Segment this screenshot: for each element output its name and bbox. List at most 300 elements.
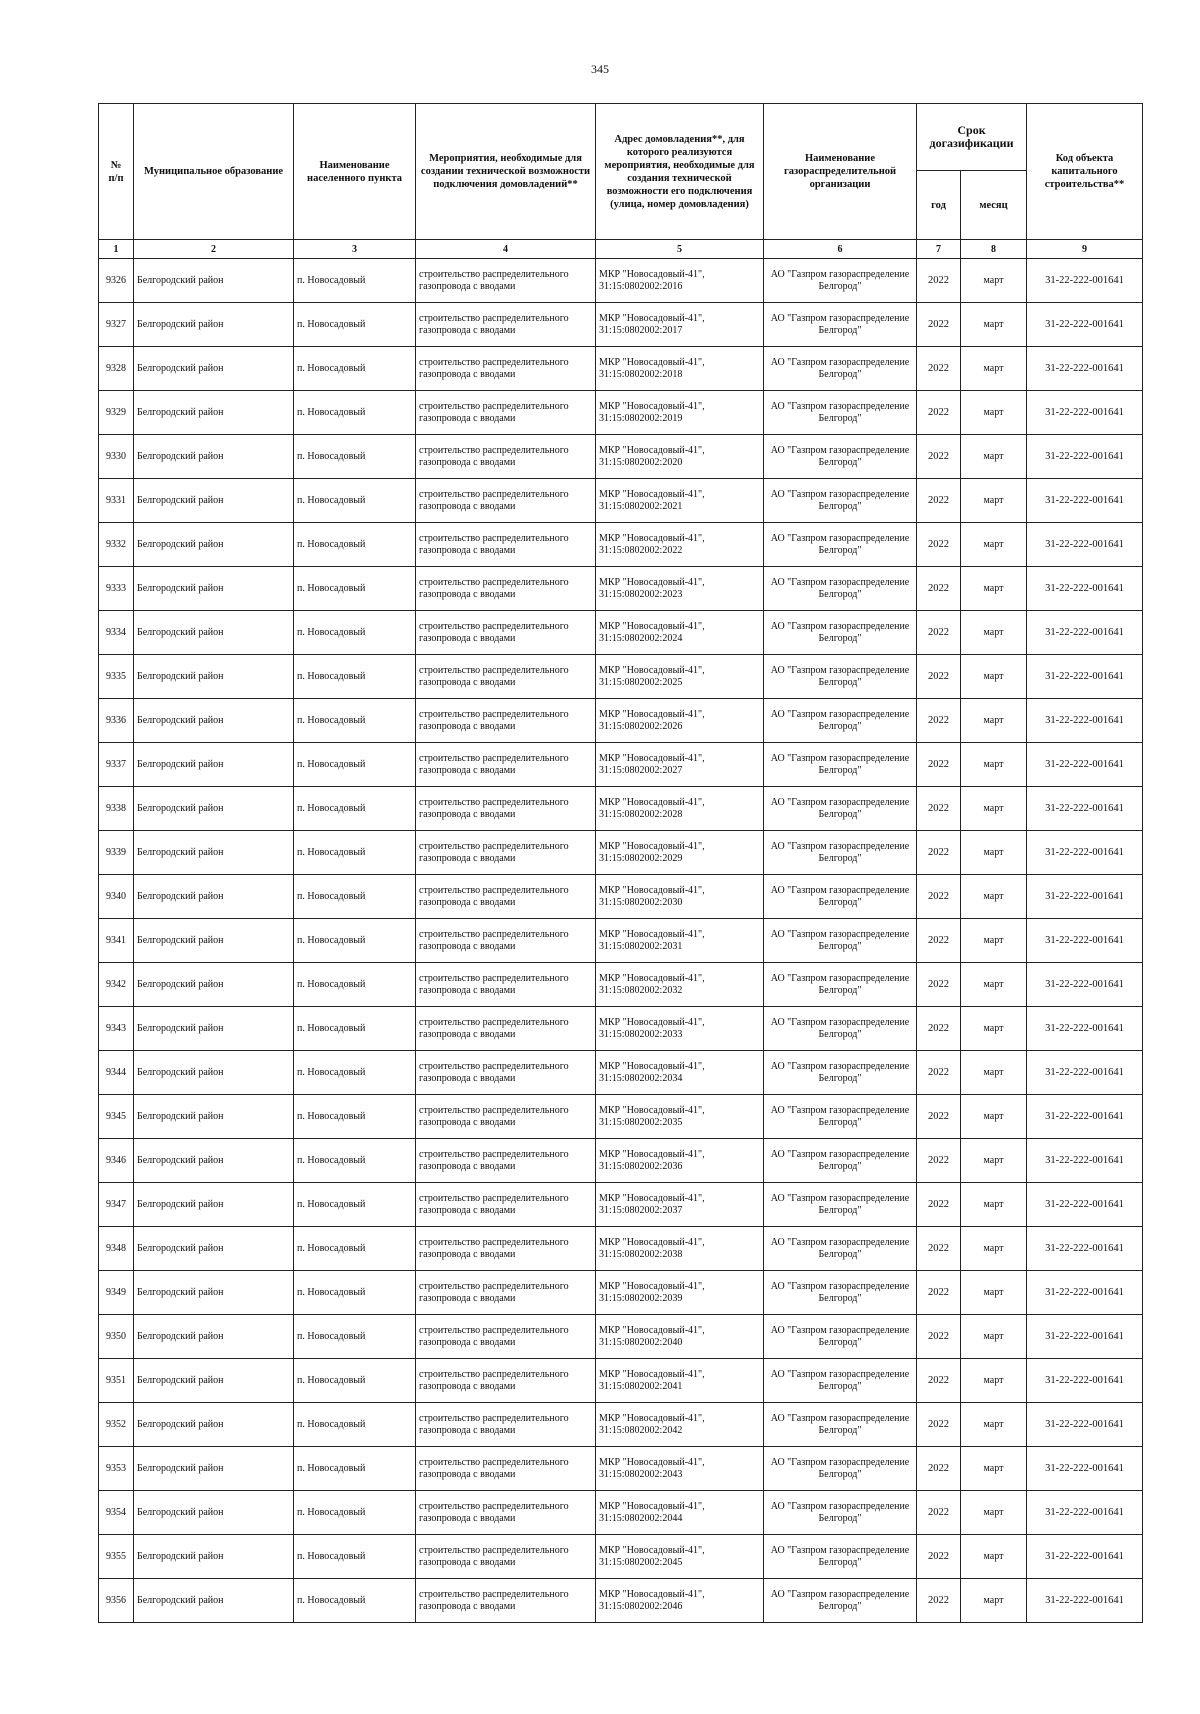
row-number: 9334 [99,611,134,655]
settlement-cell: п. Новосадовый [294,479,416,523]
year-cell: 2022 [917,1315,961,1359]
settlement-cell: п. Новосадовый [294,1139,416,1183]
code-cell: 31-22-222-001641 [1027,435,1143,479]
table-row [99,435,1143,479]
table-row [99,1491,1143,1535]
municipality-cell: Белгородский район [134,1095,294,1139]
activity-cell: строительство распределительного газопровода с вводами [416,919,596,963]
code-cell: 31-22-222-001641 [1027,1227,1143,1271]
org-cell: АО "Газпром газораспределение Белгород" [764,1271,917,1315]
year-cell: 2022 [917,347,961,391]
table-row [99,259,1143,303]
activity-cell: строительство распределительного газопровода с вводами [416,1535,596,1579]
year-cell: 2022 [917,699,961,743]
activity-cell: строительство распределительного газопровода с вводами [416,347,596,391]
address-cell: МКР "Новосадовый-41", 31:15:0802002:2038 [596,1227,764,1271]
table-row [99,479,1143,523]
address-cell: МКР "Новосадовый-41", 31:15:0802002:2025 [596,655,764,699]
table-row [99,787,1143,831]
activity-cell: строительство распределительного газопровода с вводами [416,1403,596,1447]
year-cell: 2022 [917,875,961,919]
municipality-cell: Белгородский район [134,391,294,435]
row-number: 9329 [99,391,134,435]
municipality-cell: Белгородский район [134,831,294,875]
org-cell: АО "Газпром газораспределение Белгород" [764,655,917,699]
municipality-cell: Белгородский район [134,919,294,963]
month-cell: март [961,1403,1027,1447]
month-cell: март [961,655,1027,699]
activity-cell: строительство распределительного газопровода с вводами [416,831,596,875]
table-row [99,1051,1143,1095]
row-number: 9351 [99,1359,134,1403]
activity-cell: строительство распределительного газопровода с вводами [416,1227,596,1271]
month-cell: март [961,567,1027,611]
header-year: год [917,171,961,240]
settlement-cell: п. Новосадовый [294,391,416,435]
table-row [99,1271,1143,1315]
column-number: 9 [1027,240,1143,259]
org-cell: АО "Газпром газораспределение Белгород" [764,1183,917,1227]
settlement-cell: п. Новосадовый [294,1535,416,1579]
settlement-cell: п. Новосадовый [294,787,416,831]
org-cell: АО "Газпром газораспределение Белгород" [764,523,917,567]
org-cell: АО "Газпром газораспределение Белгород" [764,1051,917,1095]
month-cell: март [961,1315,1027,1359]
month-cell: март [961,391,1027,435]
org-cell: АО "Газпром газораспределение Белгород" [764,963,917,1007]
year-cell: 2022 [917,787,961,831]
year-cell: 2022 [917,1579,961,1623]
page-number: 345 [591,62,609,76]
month-cell: март [961,1271,1027,1315]
municipality-cell: Белгородский район [134,1271,294,1315]
activity-cell: строительство распределительного газопровода с вводами [416,523,596,567]
year-cell: 2022 [917,963,961,1007]
municipality-cell: Белгородский район [134,787,294,831]
code-cell: 31-22-222-001641 [1027,1535,1143,1579]
month-cell: март [961,919,1027,963]
table-row [99,1579,1143,1623]
row-number: 9352 [99,1403,134,1447]
settlement-cell: п. Новосадовый [294,831,416,875]
org-cell: АО "Газпром газораспределение Белгород" [764,391,917,435]
settlement-cell: п. Новосадовый [294,655,416,699]
org-cell: АО "Газпром газораспределение Белгород" [764,1447,917,1491]
municipality-cell: Белгородский район [134,743,294,787]
settlement-cell: п. Новосадовый [294,303,416,347]
org-cell: АО "Газпром газораспределение Белгород" [764,1007,917,1051]
address-cell: МКР "Новосадовый-41", 31:15:0802002:2021 [596,479,764,523]
settlement-cell: п. Новосадовый [294,259,416,303]
settlement-cell: п. Новосадовый [294,699,416,743]
org-cell: АО "Газпром газораспределение Белгород" [764,1535,917,1579]
code-cell: 31-22-222-001641 [1027,1359,1143,1403]
address-cell: МКР "Новосадовый-41", 31:15:0802002:2030 [596,875,764,919]
year-cell: 2022 [917,1403,961,1447]
year-cell: 2022 [917,655,961,699]
table-row [99,1183,1143,1227]
address-cell: МКР "Новосадовый-41", 31:15:0802002:2039 [596,1271,764,1315]
month-cell: март [961,1007,1027,1051]
municipality-cell: Белгородский район [134,875,294,919]
table-row [99,1315,1143,1359]
municipality-cell: Белгородский район [134,259,294,303]
address-cell: МКР "Новосадовый-41", 31:15:0802002:2035 [596,1095,764,1139]
header-month: месяц [961,171,1027,240]
month-cell: март [961,479,1027,523]
activity-cell: строительство распределительного газопровода с вводами [416,259,596,303]
table-header [99,104,1143,259]
org-cell: АО "Газпром газораспределение Белгород" [764,875,917,919]
activity-cell: строительство распределительного газопровода с вводами [416,303,596,347]
year-cell: 2022 [917,1051,961,1095]
municipality-cell: Белгородский район [134,567,294,611]
settlement-cell: п. Новосадовый [294,1095,416,1139]
org-cell: АО "Газпром газораспределение Белгород" [764,1491,917,1535]
table-row [99,1139,1143,1183]
org-cell: АО "Газпром газораспределение Белгород" [764,347,917,391]
address-cell: МКР "Новосадовый-41", 31:15:0802002:2029 [596,831,764,875]
month-cell: март [961,875,1027,919]
row-number: 9341 [99,919,134,963]
column-number: 7 [917,240,961,259]
settlement-cell: п. Новосадовый [294,963,416,1007]
municipality-cell: Белгородский район [134,1007,294,1051]
code-cell: 31-22-222-001641 [1027,259,1143,303]
municipality-cell: Белгородский район [134,655,294,699]
settlement-cell: п. Новосадовый [294,1403,416,1447]
address-cell: МКР "Новосадовый-41", 31:15:0802002:2036 [596,1139,764,1183]
org-cell: АО "Газпром газораспределение Белгород" [764,1095,917,1139]
table-row [99,523,1143,567]
activity-cell: строительство распределительного газопровода с вводами [416,1359,596,1403]
code-cell: 31-22-222-001641 [1027,1491,1143,1535]
table-row [99,919,1143,963]
month-cell: март [961,1447,1027,1491]
activity-cell: строительство распределительного газопровода с вводами [416,655,596,699]
month-cell: март [961,1535,1027,1579]
column-number: 4 [416,240,596,259]
row-number: 9339 [99,831,134,875]
settlement-cell: п. Новосадовый [294,347,416,391]
column-number: 1 [99,240,134,259]
year-cell: 2022 [917,1491,961,1535]
settlement-cell: п. Новосадовый [294,1491,416,1535]
month-cell: март [961,1359,1027,1403]
address-cell: МКР "Новосадовый-41", 31:15:0802002:2044 [596,1491,764,1535]
column-number: 6 [764,240,917,259]
municipality-cell: Белгородский район [134,1183,294,1227]
year-cell: 2022 [917,1227,961,1271]
municipality-cell: Белгородский район [134,963,294,1007]
column-number: 5 [596,240,764,259]
header-settlement: Наименование населенного пункта [294,104,416,240]
year-cell: 2022 [917,1183,961,1227]
year-cell: 2022 [917,1095,961,1139]
year-cell: 2022 [917,259,961,303]
year-cell: 2022 [917,1359,961,1403]
address-cell: МКР "Новосадовый-41", 31:15:0802002:2022 [596,523,764,567]
header-org: Наименование газораспределительной организации [764,104,917,240]
year-cell: 2022 [917,1535,961,1579]
municipality-cell: Белгородский район [134,1051,294,1095]
row-number: 9331 [99,479,134,523]
code-cell: 31-22-222-001641 [1027,611,1143,655]
code-cell: 31-22-222-001641 [1027,347,1143,391]
org-cell: АО "Газпром газораспределение Белгород" [764,1403,917,1447]
settlement-cell: п. Новосадовый [294,435,416,479]
settlement-cell: п. Новосадовый [294,1227,416,1271]
year-cell: 2022 [917,479,961,523]
table-row [99,1095,1143,1139]
row-number: 9354 [99,1491,134,1535]
address-cell: МКР "Новосадовый-41", 31:15:0802002:2018 [596,347,764,391]
settlement-cell: п. Новосадовый [294,1183,416,1227]
column-number: 8 [961,240,1027,259]
header-deadline: Срок догазификации [917,104,1027,171]
row-number: 9328 [99,347,134,391]
activity-cell: строительство распределительного газопровода с вводами [416,479,596,523]
code-cell: 31-22-222-001641 [1027,303,1143,347]
year-cell: 2022 [917,435,961,479]
activity-cell: строительство распределительного газопровода с вводами [416,1491,596,1535]
municipality-cell: Белгородский район [134,1579,294,1623]
address-cell: МКР "Новосадовый-41", 31:15:0802002:2024 [596,611,764,655]
table-row [99,1403,1143,1447]
table-row [99,875,1143,919]
year-cell: 2022 [917,391,961,435]
row-number: 9345 [99,1095,134,1139]
settlement-cell: п. Новосадовый [294,567,416,611]
code-cell: 31-22-222-001641 [1027,1183,1143,1227]
month-cell: март [961,1139,1027,1183]
table-row [99,831,1143,875]
row-number: 9349 [99,1271,134,1315]
month-cell: март [961,1227,1027,1271]
month-cell: март [961,259,1027,303]
activity-cell: строительство распределительного газопровода с вводами [416,1315,596,1359]
table-row [99,743,1143,787]
code-cell: 31-22-222-001641 [1027,1447,1143,1491]
settlement-cell: п. Новосадовый [294,1271,416,1315]
year-cell: 2022 [917,1271,961,1315]
row-number: 9348 [99,1227,134,1271]
header-address: Адрес домовладения**, для которого реализуются мероприятия, необходимые для создания технической возможности его подключения (улица, номер домовладения) [596,104,764,240]
code-cell: 31-22-222-001641 [1027,1271,1143,1315]
activity-cell: строительство распределительного газопровода с вводами [416,435,596,479]
org-cell: АО "Газпром газораспределение Белгород" [764,435,917,479]
address-cell: МКР "Новосадовый-41", 31:15:0802002:2032 [596,963,764,1007]
activity-cell: строительство распределительного газопровода с вводами [416,611,596,655]
code-cell: 31-22-222-001641 [1027,875,1143,919]
year-cell: 2022 [917,1447,961,1491]
table-row [99,655,1143,699]
table-row [99,303,1143,347]
settlement-cell: п. Новосадовый [294,875,416,919]
code-cell: 31-22-222-001641 [1027,699,1143,743]
row-number: 9344 [99,1051,134,1095]
org-cell: АО "Газпром газораспределение Белгород" [764,919,917,963]
address-cell: МКР "Новосадовый-41", 31:15:0802002:2020 [596,435,764,479]
row-number: 9347 [99,1183,134,1227]
address-cell: МКР "Новосадовый-41", 31:15:0802002:2040 [596,1315,764,1359]
activity-cell: строительство распределительного газопровода с вводами [416,1579,596,1623]
org-cell: АО "Газпром газораспределение Белгород" [764,479,917,523]
month-cell: март [961,523,1027,567]
settlement-cell: п. Новосадовый [294,1359,416,1403]
row-number: 9355 [99,1535,134,1579]
address-cell: МКР "Новосадовый-41", 31:15:0802002:2017 [596,303,764,347]
settlement-cell: п. Новосадовый [294,1579,416,1623]
year-cell: 2022 [917,523,961,567]
row-number: 9332 [99,523,134,567]
municipality-cell: Белгородский район [134,523,294,567]
table-row [99,391,1143,435]
municipality-cell: Белгородский район [134,1447,294,1491]
settlement-cell: п. Новосадовый [294,919,416,963]
column-number: 2 [134,240,294,259]
municipality-cell: Белгородский район [134,435,294,479]
month-cell: март [961,1183,1027,1227]
activity-cell: строительство распределительного газопровода с вводами [416,743,596,787]
activity-cell: строительство распределительного газопровода с вводами [416,1271,596,1315]
org-cell: АО "Газпром газораспределение Белгород" [764,259,917,303]
row-number: 9337 [99,743,134,787]
month-cell: март [961,435,1027,479]
code-cell: 31-22-222-001641 [1027,1007,1143,1051]
row-number: 9350 [99,1315,134,1359]
settlement-cell: п. Новосадовый [294,1447,416,1491]
row-number: 9342 [99,963,134,1007]
code-cell: 31-22-222-001641 [1027,1051,1143,1095]
code-cell: 31-22-222-001641 [1027,391,1143,435]
month-cell: март [961,963,1027,1007]
org-cell: АО "Газпром газораспределение Белгород" [764,831,917,875]
row-number: 9338 [99,787,134,831]
municipality-cell: Белгородский район [134,699,294,743]
row-number: 9333 [99,567,134,611]
month-cell: март [961,831,1027,875]
address-cell: МКР "Новосадовый-41", 31:15:0802002:2045 [596,1535,764,1579]
address-cell: МКР "Новосадовый-41", 31:15:0802002:2042 [596,1403,764,1447]
table-row [99,1007,1143,1051]
code-cell: 31-22-222-001641 [1027,1315,1143,1359]
address-cell: МКР "Новосадовый-41", 31:15:0802002:2031 [596,919,764,963]
row-number: 9353 [99,1447,134,1491]
activity-cell: строительство распределительного газопровода с вводами [416,1183,596,1227]
code-cell: 31-22-222-001641 [1027,919,1143,963]
org-cell: АО "Газпром газораспределение Белгород" [764,567,917,611]
municipality-cell: Белгородский район [134,347,294,391]
table-body [99,259,1143,1623]
year-cell: 2022 [917,1007,961,1051]
code-cell: 31-22-222-001641 [1027,479,1143,523]
activity-cell: строительство распределительного газопровода с вводами [416,699,596,743]
header-code: Код объекта капитального строительства** [1027,104,1143,240]
code-cell: 31-22-222-001641 [1027,523,1143,567]
code-cell: 31-22-222-001641 [1027,567,1143,611]
row-number: 9330 [99,435,134,479]
code-cell: 31-22-222-001641 [1027,655,1143,699]
org-cell: АО "Газпром газораспределение Белгород" [764,1139,917,1183]
code-cell: 31-22-222-001641 [1027,831,1143,875]
address-cell: МКР "Новосадовый-41", 31:15:0802002:2033 [596,1007,764,1051]
table-row [99,1535,1143,1579]
code-cell: 31-22-222-001641 [1027,963,1143,1007]
address-cell: МКР "Новосадовый-41", 31:15:0802002:2028 [596,787,764,831]
org-cell: АО "Газпром газораспределение Белгород" [764,787,917,831]
address-cell: МКР "Новосадовый-41", 31:15:0802002:2016 [596,259,764,303]
settlement-cell: п. Новосадовый [294,1315,416,1359]
activity-cell: строительство распределительного газопровода с вводами [416,1007,596,1051]
header-num: № п/п [99,104,134,240]
address-cell: МКР "Новосадовый-41", 31:15:0802002:2019 [596,391,764,435]
table-row [99,611,1143,655]
settlement-cell: п. Новосадовый [294,611,416,655]
month-cell: март [961,699,1027,743]
settlement-cell: п. Новосадовый [294,743,416,787]
header-municipality: Муниципальное образование [134,104,294,240]
address-cell: МКР "Новосадовый-41", 31:15:0802002:2041 [596,1359,764,1403]
org-cell: АО "Газпром газораспределение Белгород" [764,303,917,347]
activity-cell: строительство распределительного газопровода с вводами [416,1139,596,1183]
municipality-cell: Белгородский район [134,1359,294,1403]
municipality-cell: Белгородский район [134,611,294,655]
year-cell: 2022 [917,611,961,655]
municipality-cell: Белгородский район [134,1227,294,1271]
activity-cell: строительство распределительного газопровода с вводами [416,963,596,1007]
address-cell: МКР "Новосадовый-41", 31:15:0802002:2027 [596,743,764,787]
activity-cell: строительство распределительного газопровода с вводами [416,875,596,919]
table-row [99,567,1143,611]
year-cell: 2022 [917,743,961,787]
month-cell: март [961,1579,1027,1623]
row-number: 9326 [99,259,134,303]
activity-cell: строительство распределительного газопровода с вводами [416,1095,596,1139]
activity-cell: строительство распределительного газопровода с вводами [416,391,596,435]
table-row [99,1447,1143,1491]
org-cell: АО "Газпром газораспределение Белгород" [764,743,917,787]
municipality-cell: Белгородский район [134,1315,294,1359]
address-cell: МКР "Новосадовый-41", 31:15:0802002:2034 [596,1051,764,1095]
header-activity: Мероприятия, необходимые для создании технической возможности подключения домовладений** [416,104,596,240]
settlement-cell: п. Новосадовый [294,523,416,567]
code-cell: 31-22-222-001641 [1027,1579,1143,1623]
year-cell: 2022 [917,831,961,875]
row-number: 9327 [99,303,134,347]
year-cell: 2022 [917,1139,961,1183]
table-row [99,1359,1143,1403]
settlement-cell: п. Новосадовый [294,1007,416,1051]
address-cell: МКР "Новосадовый-41", 31:15:0802002:2023 [596,567,764,611]
month-cell: март [961,787,1027,831]
address-cell: МКР "Новосадовый-41", 31:15:0802002:2037 [596,1183,764,1227]
org-cell: АО "Газпром газораспределение Белгород" [764,699,917,743]
month-cell: март [961,1051,1027,1095]
year-cell: 2022 [917,303,961,347]
municipality-cell: Белгородский район [134,1403,294,1447]
municipality-cell: Белгородский район [134,1535,294,1579]
settlement-cell: п. Новосадовый [294,1051,416,1095]
address-cell: МКР "Новосадовый-41", 31:15:0802002:2043 [596,1447,764,1491]
row-number: 9343 [99,1007,134,1051]
activity-cell: строительство распределительного газопровода с вводами [416,567,596,611]
row-number: 9335 [99,655,134,699]
year-cell: 2022 [917,919,961,963]
code-cell: 31-22-222-001641 [1027,787,1143,831]
month-cell: март [961,303,1027,347]
gasification-table [98,103,1143,1623]
